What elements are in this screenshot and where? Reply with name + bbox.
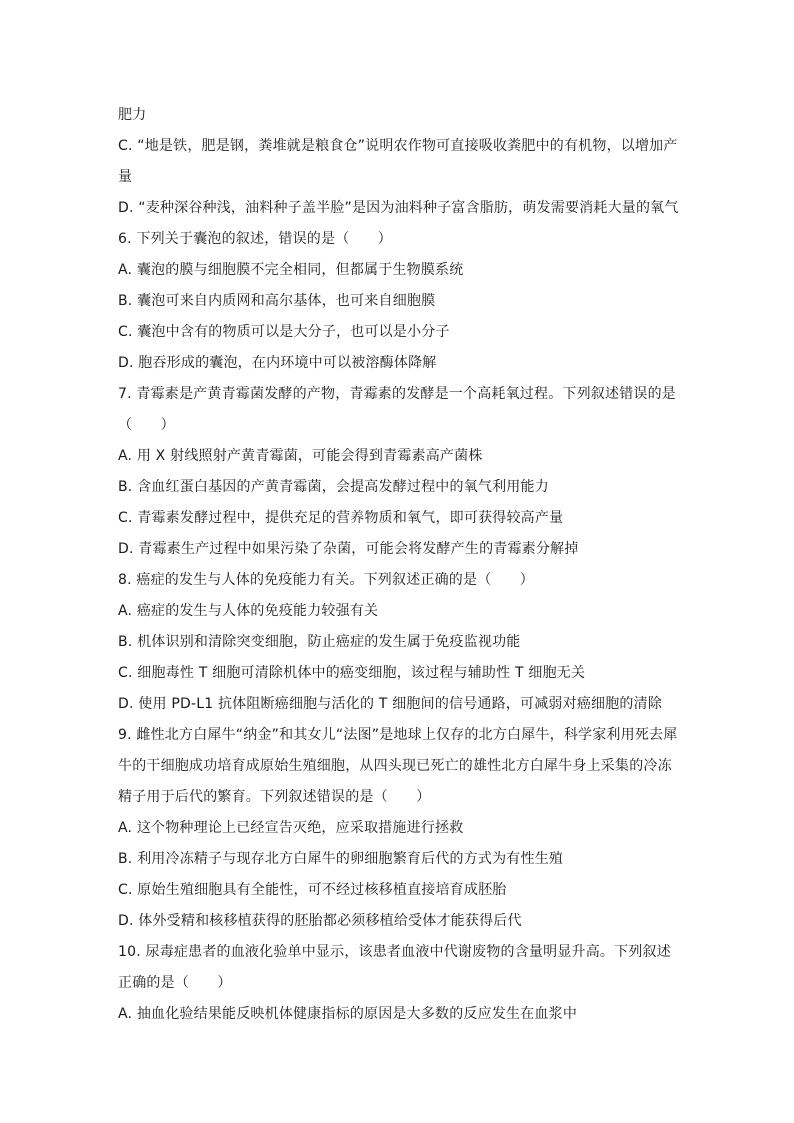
option-b: B. 含血红蛋白基因的产黄青霉菌，会提高发酵过程中的氧气利用能力 <box>118 479 549 495</box>
option-a: A. 癌症的发生与人体的免疫能力较强有关 <box>118 603 379 619</box>
option-b: B. 机体识别和清除突变细胞，防止癌症的发生属于免疫监视功能 <box>118 634 521 650</box>
option-a: A. 抽血化验结果能反映机体健康指标的原因是大多数的反应发生在血浆中 <box>118 1006 578 1022</box>
option-a: A. 囊泡的膜与细胞膜不完全相同，但都属于生物膜系统 <box>118 262 464 278</box>
question-10 <box>118 937 678 1030</box>
option-b: B. 利用冷冻精子与现存北方白犀牛的卵细胞繁育后代的方式为有性生殖 <box>118 851 564 867</box>
option-d: D. 体外受精和核移植获得的胚胎都必须移植给受体才能获得后代 <box>118 913 522 929</box>
option-c: C. “地是铁，肥是钢，粪堆就是粮食仓”说明农作物可直接吸收粪肥中的有机物，以增加产 <box>118 138 678 154</box>
option-c-wrap: 量 <box>118 169 133 185</box>
option-b: B. 囊泡可来自内质网和高尔基体，也可来自细胞膜 <box>118 293 436 309</box>
page-content <box>118 100 678 1030</box>
question-stem-wrap: 牛的干细胞成功培育成原始生殖细胞，从四头现已死亡的雄性北方白犀牛身上采集的冷冻 <box>118 758 672 774</box>
question-stem: 9. 雌性北方白犀牛“纳金”和其女儿“法图”是地球上仅存的北方白犀牛，科学家利用死去犀 <box>118 727 678 743</box>
question-stem-wrap: （ ） <box>118 417 175 433</box>
continuation-line: 肥力 <box>118 107 147 123</box>
option-c: C. 青霉素发酵过程中，提供充足的营养物质和氧气，即可获得较高产量 <box>118 510 564 526</box>
question-stem: 8. 癌症的发生与人体的免疫能力有关。下列叙述正确的是（ ） <box>118 572 535 588</box>
question-stem-wrap: 精子用于后代的繁育。下列叙述错误的是（ ） <box>118 789 431 805</box>
option-d: D. 使用 PD-L1 抗体阻断癌细胞与活化的 T 细胞间的信号通路，可减弱对癌细胞的清除 <box>118 696 663 712</box>
question-stem-wrap: 正确的是（ ） <box>118 975 232 991</box>
previous-question-continuation <box>118 100 678 224</box>
option-a: A. 这个物种理论上已经宣告灭绝，应采取措施进行拯救 <box>118 820 464 836</box>
option-c: C. 细胞毒性 T 细胞可清除机体中的癌变细胞，该过程与辅助性 T 细胞无关 <box>118 665 586 681</box>
option-d: D. 青霉素生产过程中如果污染了杂菌，可能会将发酵产生的青霉素分解掉 <box>118 541 579 557</box>
option-a: A. 用 X 射线照射产黄青霉菌，可能会得到青霉素高产菌株 <box>118 448 483 464</box>
question-stem: 6. 下列关于囊泡的叙述，错误的是（ ） <box>118 231 393 247</box>
question-9 <box>118 720 678 937</box>
option-c: C. 原始生殖细胞具有全能性，可不经过核移植直接培育成胚胎 <box>118 882 507 898</box>
option-d: D. “麦种深谷种浅，油料种子盖半脸”是因为油料种子富含脂肪，萌发需要消耗大量的氧气 <box>118 200 679 216</box>
question-8 <box>118 565 678 720</box>
question-7 <box>118 379 678 565</box>
question-6 <box>118 224 678 379</box>
option-c: C. 囊泡中含有的物质可以是大分子，也可以是小分子 <box>118 324 450 340</box>
question-stem: 10. 尿毒症患者的血液化验单中显示，该患者血液中代谢废物的含量明显升高。下列叙述 <box>118 944 671 960</box>
question-stem: 7. 青霉素是产黄青霉菌发酵的产物，青霉素的发酵是一个高耗氧过程。下列叙述错误的是 <box>118 386 677 402</box>
option-d: D. 胞吞形成的囊泡，在内环境中可以被溶酶体降解 <box>118 355 437 371</box>
